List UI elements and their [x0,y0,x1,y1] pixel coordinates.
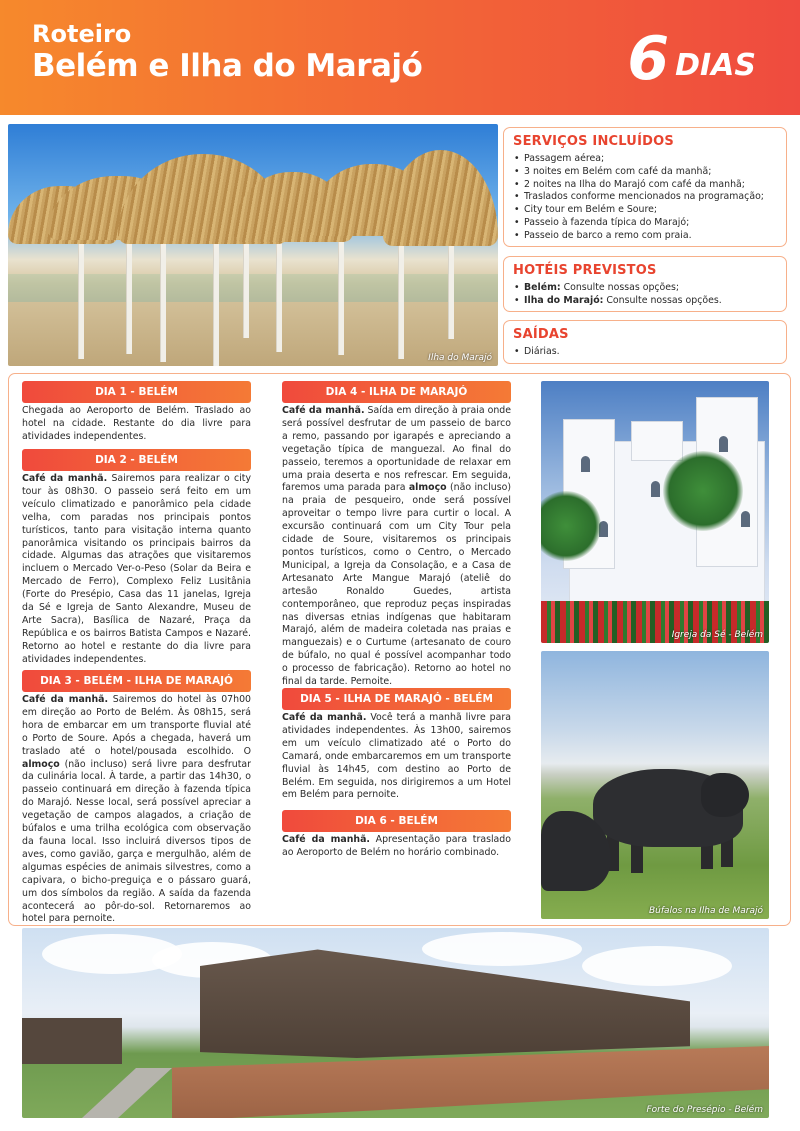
day-2-text [22,473,251,667]
buffalo-head [701,773,749,817]
day-3-header: DIA 3 - BELÉM - ILHA DE MARAJÓ [22,670,251,692]
church-window [719,436,728,452]
day-text-span: Sairemos para realizar o city tour às 08h30. O passeio será feito em um veículo climatizado e panorâmico pela cidade velha, com paradas nos principais pontos turísticos, tanto para visitação interna quanto panorâmica visitando os principais bairros da cidade. Algumas das atrações que visitaremos incluem o Mercado Ver-o-Peso (Solar da Beira e Mercado de Ferro), Complexo Feliz Lusitânia (Forte do Presépio, Casa das 11 janelas, Igreja da Sé e Igreja de Santo Alexandre, Museu de Arte Sacra), Basílica de Nazaré, Praça da República e os bairros Batista Campos e Nazaré. Retorno ao hotel e restante do dia livre para atividades independentes. [22,473,251,665]
beach-photo [8,124,498,366]
umbrella-pole [276,242,282,352]
day-6-text [282,834,511,860]
church-window [741,511,750,527]
day-text-span: (não incluso) será livre para desfrutar da culinária local. À tarde, a partir das 14h30, o passeio continuará em direção à fazenda típica do Marajó. Nesse local, será possível apreciar a vegetação de campos alagados, a criação de búfalos e uma trilha ecológica com observação da fauna local. Isso incluirá diversos tipos de aves, como gavião, garça e mergulhão, além de algumas espécies de animais silvestres, como a capivara, o bicho-preguiça e o pássaro guará, um dos símbolos da região. A saída da fazenda acontecerá ao pôr-do-sol. Retornaremos ao hotel para pernoite. [22,758,251,925]
hotel-city: Belém: [524,282,561,293]
palm-tree [663,451,743,531]
day-3-text [22,694,251,926]
umbrella-pole [213,234,219,366]
umbrella-pole [448,239,454,339]
hotels-title: HOTÉIS PREVISTOS [513,263,657,278]
thatch-umbrella [383,150,498,246]
day-2-header: DIA 2 - BELÉM [22,449,251,471]
umbrella-pole [243,242,249,338]
day-6-header: DIA 6 - BELÉM [282,810,511,832]
day-text-span: (não incluso) na praia de pesqueiro, onde será possível aproveitar o tempo livre para curtir o local. A excursão continuará com um City Tour pela cidade de Soure, visitaremos os principais pontos turísticos, como o Centro, o Mercado Municipal, a Igreja da Consolação, e a Casa de Artesanato Arte Mangue Marajó (ateliê do artesão Ronaldo Guedes, artista contemporâneo, que reproduz peças inspiradas nas diversas etnias indígenas que habitaram Marajó, além de madeira coletada nas praias e manguezais) e o Curtume (artesanato de couro de búfalo, no qual é possível acompanhar todo o processo de fabricação). Retorno ao hotel no final da tarde. Pernoite. [282,482,511,688]
lunch-label: almoço [408,482,447,494]
list-item: • Passeio à fazenda típica do Marajó; [513,217,777,230]
fort-photo [22,928,769,1118]
breakfast-label: Café da manhã. [22,473,108,484]
days-label: DIAS [675,47,756,83]
day-4-header: DIA 4 - ILHA DE MARAJÓ [282,381,511,403]
day-5-text [282,712,511,802]
day-1-header: DIA 1 - BELÉM [22,381,251,403]
page-title: Belém e Ilha do Marajó [32,48,423,84]
lunch-label: almoço [22,758,60,770]
day-text-span: Sairemos do hotel às 07h00 em direção ao Porto de Belém. Às 08h15, será hora de embarcar em um transporte fluvial até o Porto de Soure. Após a chegada, haverá um traslado até o hotel/pousada escolhido. O [22,694,251,757]
church-window [581,456,590,472]
departures-title: SAÍDAS [513,327,569,342]
list-item: • Passeio de barco a remo com praia. [513,230,777,243]
umbrella-pole [398,234,404,359]
buffalo-photo [541,651,769,919]
church-window [651,481,660,497]
hotels-list [513,282,777,308]
cloud [582,946,732,986]
fort-outer-wall [22,1018,122,1064]
services-list [513,153,777,243]
umbrella-pole [78,244,84,359]
services-title: SERVIÇOS INCLUÍDOS [513,134,674,149]
church-photo [541,381,769,643]
breakfast-label: Café da manhã. [282,834,370,845]
photo-caption: Forte do Presépio - Belém [646,1105,763,1115]
day-text-span: Você terá a manhã livre para atividades independentes. Às 13h00, sairemos em um veículo climatizado até o Porto do Camará, onde embarcaremos em um transporte fluvial às 14h45, com destino ao Porto de Belém. Em seguida, nos dirigiremos a um Hotel em Belém para pernoite. [282,712,511,801]
day-text-span: Saída em direção à praia onde será possível desfrutar de um passeio de barco a remo, passando por igarapés e apreciando a vegetação típica de manguezal. Ao final do passeio, teremos a oportunidade de relaxar em uma praia deserta e nos refrescar. Em seguida, faremos uma parada para [282,405,511,494]
fort-path [82,1068,172,1118]
umbrella-pole [338,240,344,355]
list-item [513,295,777,308]
breakfast-label: Café da manhã. [282,405,365,416]
umbrella-pole [160,242,166,362]
list-item: • 3 noites em Belém com café da manhã; [513,166,777,179]
pre-title: Roteiro [32,20,132,48]
photo-caption: Búfalos na Ilha de Marajó [648,906,763,916]
days-number: 6 [627,24,670,94]
day-4-text [282,405,511,689]
list-item: • Passagem aérea; [513,153,777,166]
duration-badge [627,24,756,94]
umbrella-pole [126,244,132,354]
church-pediment [631,421,683,461]
cloud [422,932,582,966]
list-item: • Diárias. [513,346,777,359]
hotel-note: Consulte nossas opções; [560,282,680,293]
departures-list [513,346,777,359]
photo-caption: Ilha do Marajó [428,353,492,363]
header-banner [0,0,800,115]
day-text-span: Chegada ao Aeroporto de Belém. Traslado ao hotel na cidade. Restante do dia livre para atividades independentes. [22,405,251,442]
breakfast-label: Café da manhã. [22,694,109,705]
day-1-text [22,405,251,444]
hotel-city: Ilha do Marajó: [524,294,604,306]
list-item [513,282,777,295]
photo-caption: Igreja da Sé - Belém [671,630,763,640]
breakfast-label: Café da manhã. [282,712,367,723]
day-text-span: Apresentação para traslado ao Aeroporto de Belém no horário combinado. [282,834,511,858]
departures-box [503,320,787,364]
services-box [503,127,787,247]
list-item: • 2 noites na Ilha do Marajó com café da manhã; [513,179,777,192]
hotels-box [503,256,787,312]
day-5-header: DIA 5 - ILHA DE MARAJÓ - BELÉM [282,688,511,710]
list-item: • City tour em Belém e Soure; [513,204,777,217]
hotel-note: Consulte nossas opções. [603,294,722,306]
list-item: • Traslados conforme mencionados na programação; [513,191,777,204]
